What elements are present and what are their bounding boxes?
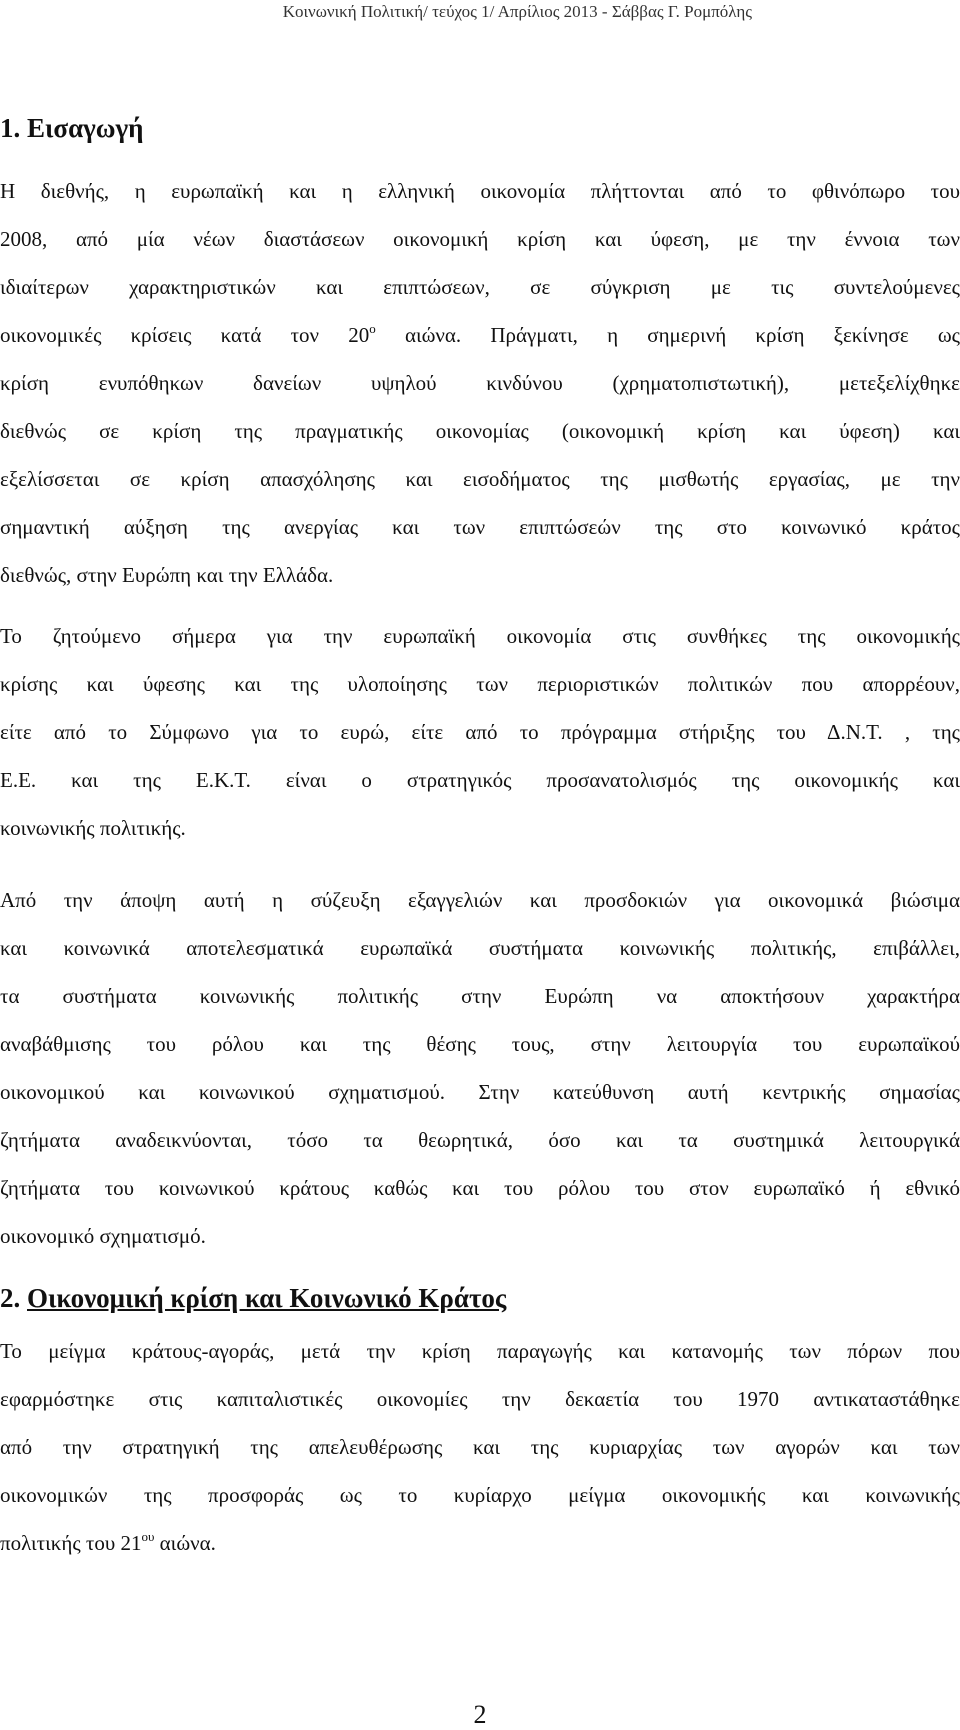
paragraph-line: κοινωνικής πολιτικής. (0, 816, 186, 840)
line-text: αιώνα. (154, 1531, 216, 1555)
section-number: 1. (0, 113, 21, 143)
paragraph-line: Η διεθνής, η ευρωπαϊκή και η ελληνική οικονομία πλήττονται από το φθινόπωρο του (0, 179, 960, 203)
section-heading-introduction (0, 112, 143, 144)
paragraph-line: Ε.Ε. και της Ε.Κ.Τ. είναι ο στρατηγικός προσανατολισμός της οικονομικής και (0, 768, 960, 792)
paragraph (0, 1327, 960, 1567)
paragraph-line: οικονομικού και κοινωνικού σχηματισμού. Στην κατεύθυνση αυτή κεντρικής σημασίας (0, 1080, 960, 1104)
paragraph-line: ιδιαίτερων χαρακτηριστικών και επιπτώσεων, σε σύγκριση με τις συντελούμενες (0, 275, 960, 299)
paragraph-line: κρίσης και ύφεσης και της υλοποίησης των περιοριστικών πολιτικών που απορρέουν, (0, 672, 960, 696)
paragraph-line: 2008, από μία νέων διαστάσεων οικονομική κρίση και ύφεση, με την έννοια των (0, 227, 960, 251)
superscript-ordinal: ο (369, 321, 376, 336)
paragraph-line: είτε από το Σύμφωνο για το ευρώ, είτε από το πρόγραμμα στήριξης του Δ.Ν.Τ. , της (0, 720, 960, 744)
page-number: 2 (473, 1700, 487, 1729)
paragraph-line (0, 1519, 960, 1567)
paragraph (0, 167, 960, 599)
paragraph (0, 612, 960, 852)
paragraph-line: διεθνώς σε κρίση της πραγματικής οικονομίας (οικονομική κρίση και ύφεση) και (0, 419, 960, 443)
paragraph-line: εφαρμόστηκε στις καπιταλιστικές οικονομίες την δεκαετία του 1970 αντικαταστάθηκε (0, 1387, 960, 1411)
line-text: αιώνα. Πράγματι, η σημερινή κρίση ξεκίνησε ως (375, 323, 960, 347)
line-text: πολιτικής του 21 (0, 1531, 142, 1555)
section-heading-economic-crisis (0, 1282, 506, 1314)
line-text: οικονομικές κρίσεις κατά τον 20 (0, 323, 370, 347)
running-header: Κοινωνική Πολιτική/ τεύχος 1/ Απρίλιος 2013 - Σάββας Γ. Ρομπόλης (282, 2, 752, 21)
paragraph-line: εξελίσσεται σε κρίση απασχόλησης και εισοδήματος της μισθωτής εργασίας, με την (0, 467, 960, 491)
section-number: 2. (0, 1283, 21, 1313)
paragraph-line: διεθνώς, στην Ευρώπη και την Ελλάδα. (0, 563, 334, 587)
paragraph-line: τα συστήματα κοινωνικής πολιτικής στην Ευρώπη να αποκτήσουν χαρακτήρα (0, 984, 960, 1008)
paragraph-line: και κοινωνικά αποτελεσματικά ευρωπαϊκά συστήματα κοινωνικής πολιτικής, επιβάλλει, (0, 936, 960, 960)
paragraph (0, 876, 960, 1260)
paragraph-line: Το ζητούμενο σήμερα για την ευρωπαϊκή οικονομία στις συνθήκες της οικονομικής (0, 624, 960, 648)
superscript-ordinal: ου (141, 1529, 155, 1544)
paragraph-line: ζητήματα αναδεικνύονται, τόσο τα θεωρητικά, όσο και τα συστημικά λειτουργικά (0, 1128, 960, 1152)
paragraph-line: Το μείγμα κράτους-αγοράς, μετά την κρίση παραγωγής και κατανομής των πόρων που (0, 1339, 960, 1363)
paragraph-line (0, 311, 960, 359)
paragraph-line: οικονομικών της προσφοράς ως το κυρίαρχο μείγμα οικονομικής και κοινωνικής (0, 1483, 960, 1507)
paragraph-line: Από την άποψη αυτή η σύζευξη εξαγγελιών και προσδοκιών για οικονομικά βιώσιμα (0, 888, 960, 912)
paragraph-line: αναβάθμισης του ρόλου και της θέσης τους, στην λειτουργία του ευρωπαϊκού (0, 1032, 960, 1056)
paragraph-line: από την στρατηγική της απελευθέρωσης και της κυριαρχίας των αγορών και των (0, 1435, 960, 1459)
section-title: Εισαγωγή (27, 113, 144, 143)
paragraph-line: κρίση ενυπόθηκων δανείων υψηλού κινδύνου (χρηματοπιστωτική), μετεξελίχθηκε (0, 371, 960, 395)
paragraph-line: ζητήματα του κοινωνικού κράτους καθώς και του ρόλου του στον ευρωπαϊκό ή εθνικό (0, 1176, 960, 1200)
paragraph-line: σημαντική αύξηση της ανεργίας και των επιπτώσεών της στο κοινωνικό κράτος (0, 515, 960, 539)
section-title: Οικονομική κρίση και Κοινωνικό Κράτος (27, 1283, 507, 1313)
paragraph-line: οικονομικό σχηματισμό. (0, 1224, 206, 1248)
